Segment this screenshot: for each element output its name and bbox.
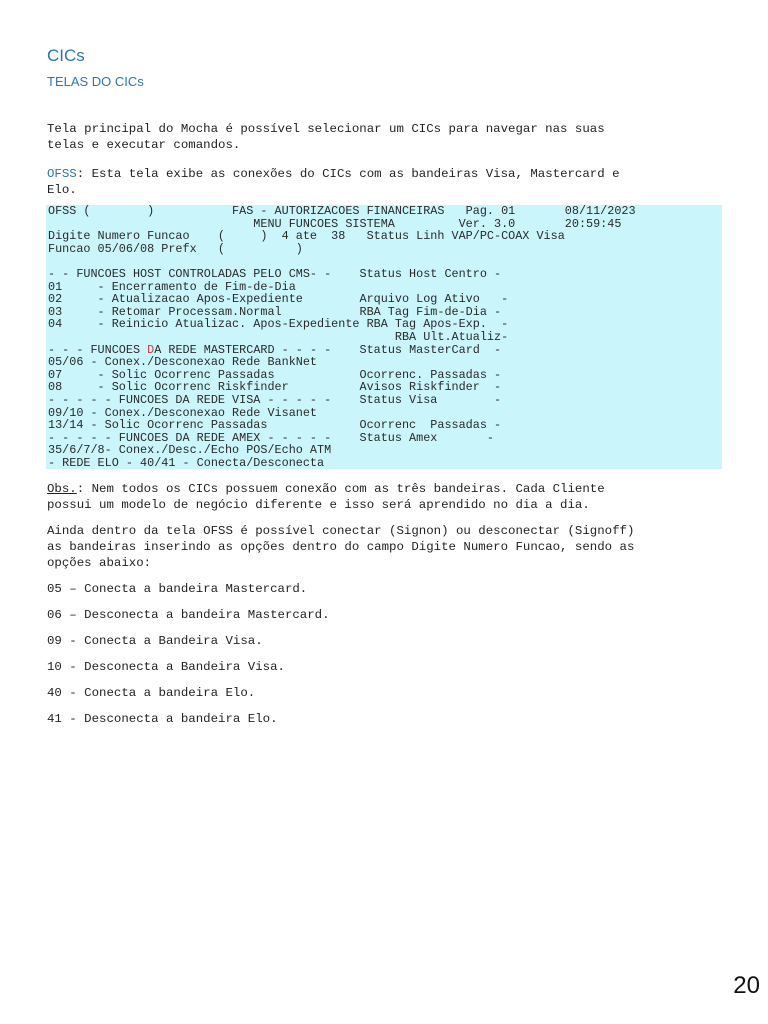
terminal-line: OFSS ( ) FAS - AUTORIZACOES FINANCEIRAS Pag. 01 08/11/2023: [48, 205, 636, 218]
option-item: 09 - Conecta a Bandeira Visa.: [47, 634, 263, 648]
terminal-line: - - - - - FUNCOES DA REDE VISA - - - - - Status Visa -: [48, 392, 502, 407]
terminal-line: 13/14 - Solic Ocorrenc Passadas Ocorrenc Passadas -: [48, 418, 502, 433]
ofss-description: [47, 166, 727, 198]
ofss-description-text: : Esta tela exibe as conexões do CICs com as bandeiras Visa, Mastercard e Elo.: [47, 167, 620, 197]
intro-paragraph: Tela principal do Mocha é possível selecionar um CICs para navegar nas suas telas e executar comandos.: [47, 122, 605, 152]
page-number: 20: [733, 972, 760, 999]
terminal-line: 01 - Encerramento de Fim-de-Dia: [48, 279, 296, 294]
terminal-line: 02 - Atualizacao Apos-Expediente Arquivo Log Ativo -: [48, 292, 509, 307]
terminal-line: 04 - Reinicio Atualizac. Apos-Expediente RBA Tag Apos-Exp. -: [48, 317, 509, 332]
option-item: 05 – Conecta a bandeira Mastercard.: [47, 582, 308, 596]
terminal-line: 03 - Retomar Processam.Normal RBA Tag Fim-de-Dia -: [48, 304, 502, 319]
cursor-letter: D: [147, 342, 155, 357]
terminal-line: MENU FUNCOES SISTEMA Ver. 3.0 20:59:45: [48, 216, 622, 231]
terminal-line: 08 - Solic Ocorrenc Riskfinder Avisos Riskfinder -: [48, 380, 502, 395]
mastercard-prefix: - - - FUNCOES: [48, 342, 148, 357]
mastercard-suffix: A REDE MASTERCARD - - - - Status MasterCard -: [154, 342, 502, 357]
ofss-keyword: OFSS: [47, 167, 77, 181]
ainda-paragraph: Ainda dentro da tela OFSS é possível conectar (Signon) ou desconectar (Signoff) as bandeiras inserindo as opções dentro do campo Digite Numero Funcao, sendo as opções abaixo:: [47, 524, 635, 570]
terminal-line: 07 - Solic Ocorrenc Passadas Ocorrenc. Passadas -: [48, 367, 502, 382]
terminal-line: - - FUNCOES HOST CONTROLADAS PELO CMS- - Status Host Centro -: [48, 266, 502, 281]
terminal-line: - - - - - FUNCOES DA REDE AMEX - - - - - Status Amex -: [48, 430, 494, 445]
terminal-line: 09/10 - Conex./Desconexao Rede Visanet: [48, 405, 318, 420]
option-item: 06 – Desconecta a bandeira Mastercard.: [47, 608, 330, 622]
terminal-line: 05/06 - Conex./Desconexao Rede BankNet: [48, 355, 318, 370]
terminal-line: Digite Numero Funcao ( ) 4 ate 38 Status Linh VAP/PC-COAX Visa: [48, 229, 565, 244]
obs-text: : Nem todos os CICs possuem conexão com as três bandeiras. Cada Cliente possui um modelo de negócio diferente e isso será aprendido no dia a dia.: [47, 482, 605, 512]
terminal-line: - REDE ELO - 40/41 - Conecta/Desconecta: [48, 455, 325, 469]
terminal-screenshot: [46, 205, 722, 469]
option-item: 41 - Desconecta a bandeira Elo.: [47, 712, 278, 726]
terminal-line: Funcao 05/06/08 Prefx ( ): [48, 241, 303, 256]
page-title: CICs: [47, 46, 85, 65]
terminal-line: 35/6/7/8- Conex./Desc./Echo POS/Echo ATM: [48, 443, 332, 458]
obs-label: Obs.: [47, 482, 77, 496]
section-subtitle: TELAS DO CICs: [47, 74, 144, 89]
option-item: 40 - Conecta a bandeira Elo.: [47, 686, 256, 700]
terminal-line: RBA Ult.Atualiz-: [48, 329, 509, 344]
option-item: 10 - Desconecta a Bandeira Visa.: [47, 660, 285, 674]
obs-paragraph: [47, 481, 727, 513]
